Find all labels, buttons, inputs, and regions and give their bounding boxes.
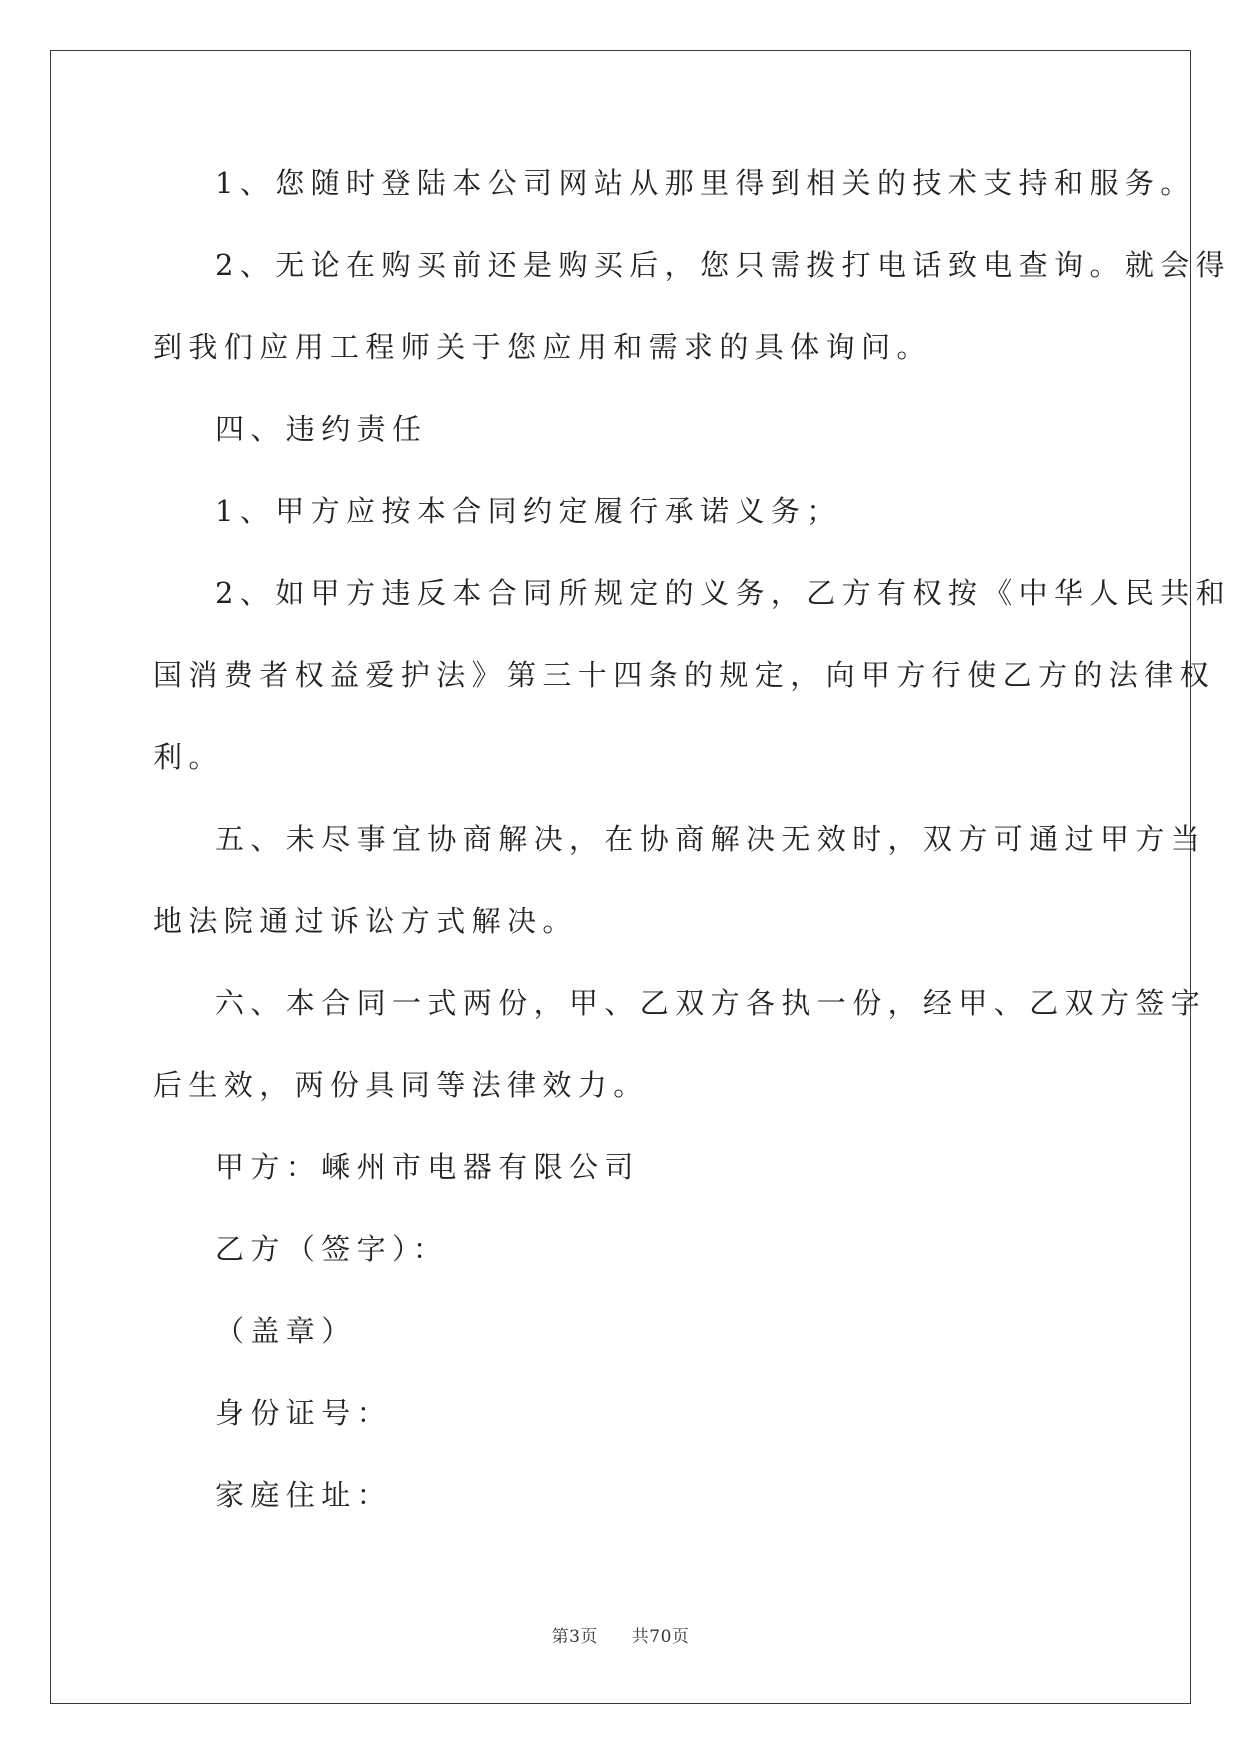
text-line: 甲方：嵊州市电器有限公司 (215, 1150, 640, 1184)
text-line: 到我们应用工程师关于您应用和需求的具体询问。 (153, 330, 932, 364)
text-line: 五、未尽事宜协商解决，在协商解决无效时，双方可通过甲方当 (215, 822, 1207, 856)
text-line: 乙方（签字）： (215, 1232, 449, 1266)
paragraph-support-website (153, 142, 1196, 224)
signature-party-a (153, 1126, 1089, 1208)
text-line: 身份证号： (215, 1396, 393, 1430)
text-line: 后生效，两份具同等法律效力。 (153, 1068, 649, 1102)
paragraph-party-a-obligation (153, 470, 1089, 552)
paragraph-dispute-resolution (153, 798, 1207, 962)
text-line: 1、您随时登陆本公司网站从那里得到相关的技术支持和服务。 (215, 166, 1196, 200)
text-line: 家庭住址： (215, 1478, 393, 1512)
paragraph-contract-copies (153, 962, 1207, 1126)
id-number-field (153, 1372, 1089, 1454)
text-line: 2、如甲方违反本合同所规定的义务，乙方有权按《中华人民共和 (215, 576, 1232, 610)
text-line: 国消费者权益爱护法》第三十四条的规定，向甲方行使乙方的法律权 (153, 658, 1216, 692)
total-pages: 共70页 (631, 1627, 690, 1647)
text-line: （盖章） (215, 1314, 357, 1348)
text-line: 六、本合同一式两份，甲、乙双方各执一份，经甲、乙双方签字 (215, 986, 1207, 1020)
signature-party-b (153, 1208, 1089, 1290)
seal-field (153, 1290, 1089, 1372)
text-line: 利。 (153, 740, 224, 774)
text-line: 2、无论在购买前还是购买后，您只需拨打电话致电查询。就会得 (215, 248, 1232, 282)
paragraph-party-b-rights (153, 552, 1232, 798)
text-line: 四、违约责任 (215, 412, 428, 446)
text-line: 地法院通过诉讼方式解决。 (153, 904, 578, 938)
page-footer (0, 1622, 1241, 1647)
text-line: 1、甲方应按本合同约定履行承诺义务； (215, 494, 842, 528)
page-number: 第3页 (551, 1627, 598, 1647)
home-address-field (153, 1454, 1089, 1536)
section-heading-breach-liability (153, 388, 1089, 470)
paragraph-phone-inquiry (153, 224, 1232, 388)
